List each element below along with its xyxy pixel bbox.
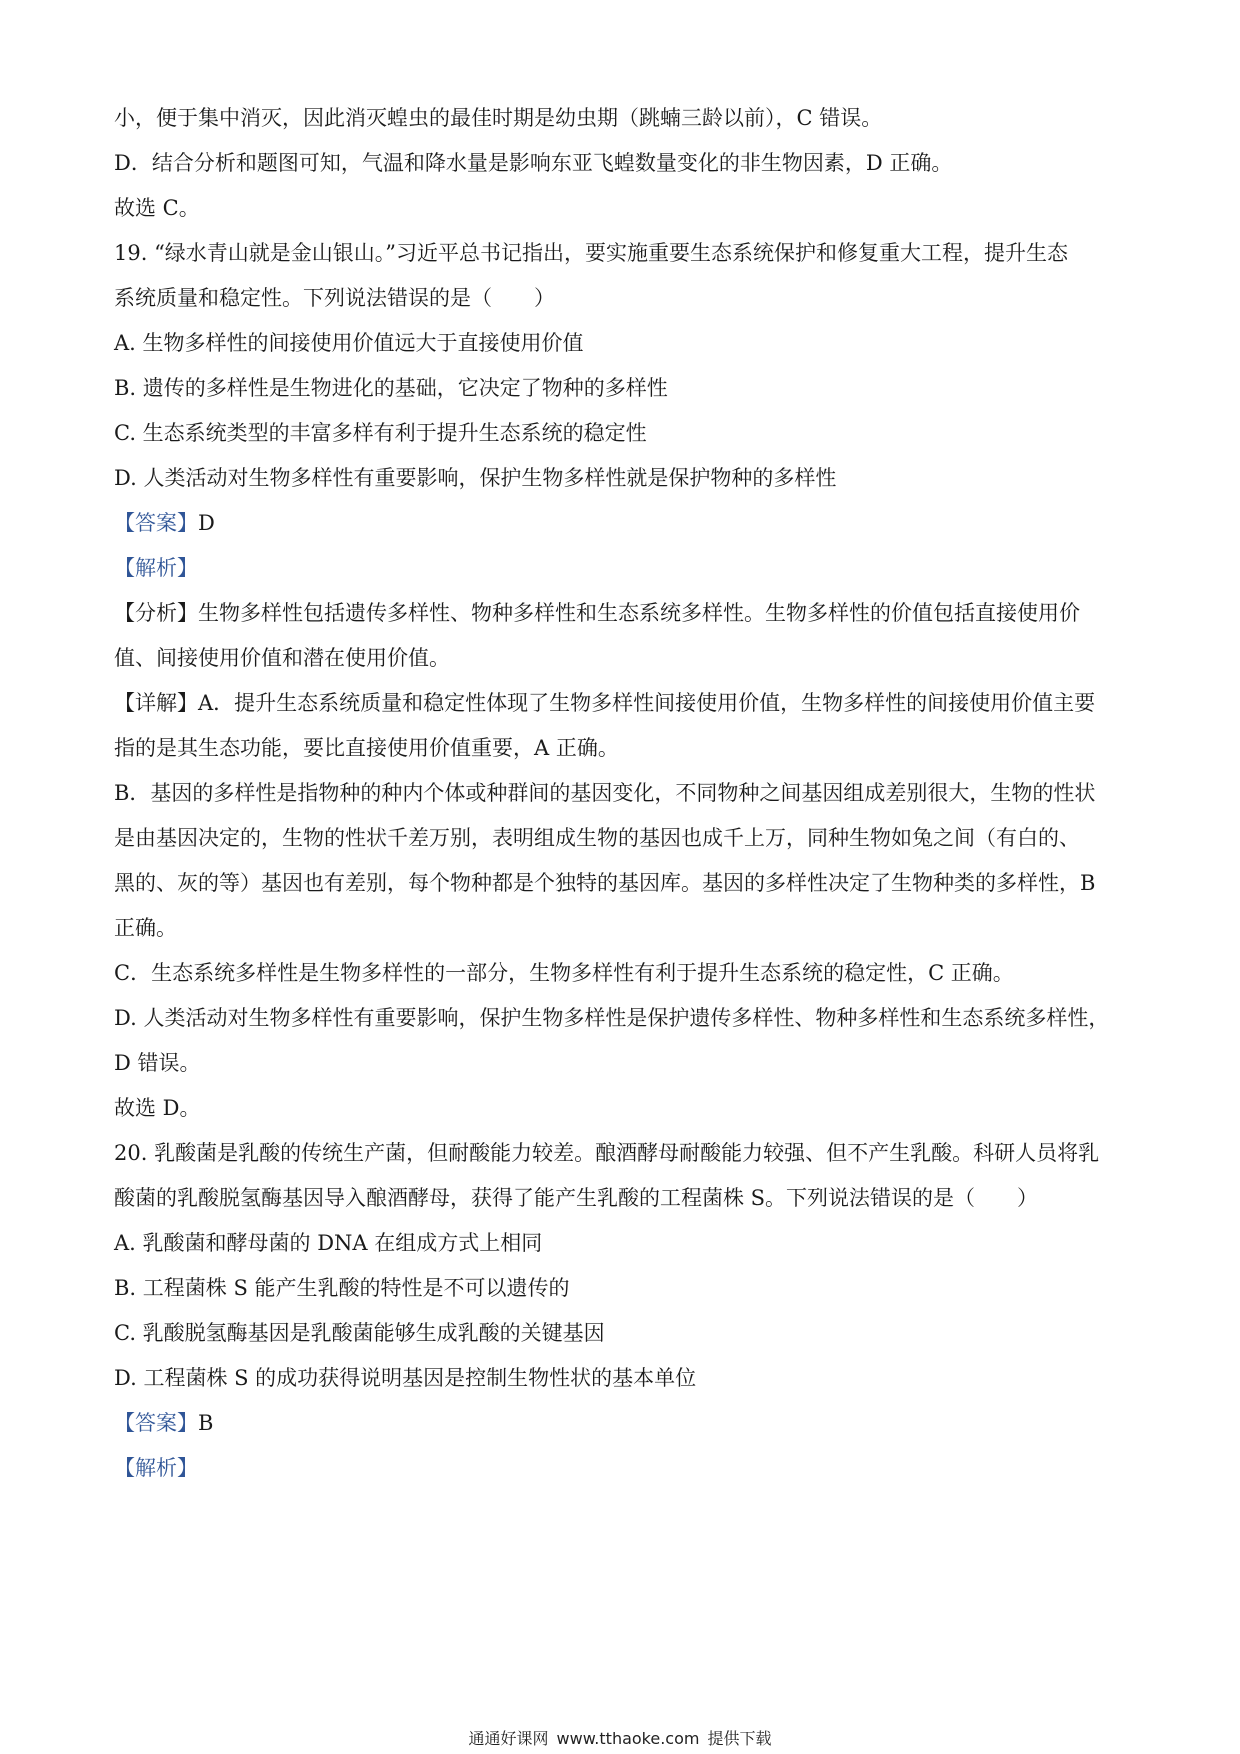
q19-answer [114,509,1134,537]
q19-detail-text: A．提升生态系统质量和稳定性体现了生物多样性间接使用价值，生物多样性的间接使用价值主要 [198,691,1096,715]
q19-fenxi-tag: 【分析】 [114,601,198,625]
page-footer [0,1729,1240,1749]
q20-answer-value: B [198,1411,214,1435]
q19-answer-tag: 【答案】 [114,511,198,535]
q19-conclusion: 故选 D。 [114,1096,201,1120]
q19-option-d: D. 人类活动对生物多样性有重要影响，保护生物多样性就是保护物种的多样性 [114,466,837,490]
q19-option-c: C. 生态系统类型的丰富多样有利于提升生态系统的稳定性 [114,421,647,445]
q20-stem-line-2: 酸菌的乳酸脱氢酶基因导入酿酒酵母，获得了能产生乳酸的工程菌株 S。下列说法错误的是（ ） [114,1186,1039,1210]
q20-stem-line-1: 20. 乳酸菌是乳酸的传统生产菌，但耐酸能力较差。酿酒酵母耐酸能力较强、但不产生乳酸。科研人员将乳 [114,1141,1100,1165]
q20-analysis-tag: 【解析】 [114,1456,198,1480]
q19-option-b: B. 遗传的多样性是生物进化的基础，它决定了物种的多样性 [114,376,668,400]
q19-fenxi-line-1 [114,599,1134,627]
q19-detail-line-6: 正确。 [114,916,177,940]
q19-detail-line-2: 指的是其生态功能，要比直接使用价值重要，A 正确。 [114,736,619,760]
q19-detail-line-4: 是由基因决定的，生物的性状千差万别，表明组成生物的基因也成千上万，同种生物如兔之间（有白的、 [114,826,1080,850]
continuation-conclusion: 故选 C。 [114,196,200,220]
footer-note: 提供下载 [707,1729,772,1748]
q20-answer [114,1409,1134,1437]
q20-option-c: C. 乳酸脱氢酶基因是乳酸菌能够生成乳酸的关键基因 [114,1321,605,1345]
q19-detail-line-5: 黑的、灰的等）基因也有差别，每个物种都是个独特的基因库。基因的多样性决定了生物种类的多样性，B [114,871,1096,895]
q19-analysis-heading [114,554,1134,582]
continuation-line-2: D．结合分析和题图可知，气温和降水量是影响东亚飞蝗数量变化的非生物因素，D 正确。 [114,151,953,175]
q19-fenxi-line-2: 值、间接使用价值和潜在使用价值。 [114,646,450,670]
q20-option-d: D. 工程菌株 S 的成功获得说明基因是控制生物性状的基本单位 [114,1366,697,1390]
q19-detail-line-8: D. 人类活动对生物多样性有重要影响，保护生物多样性是保护遗传多样性、物种多样性和生态系统多样性， [114,1006,1110,1030]
q19-xiangjie-tag: 【详解】 [114,691,198,715]
q19-fenxi-text: 生物多样性包括遗传多样性、物种多样性和生态系统多样性。生物多样性的价值包括直接使用价 [198,601,1080,625]
continuation-line-1: 小，便于集中消灭，因此消灭蝗虫的最佳时期是幼虫期（跳蝻三龄以前），C 错误。 [114,106,883,130]
q19-option-a: A. 生物多样性的间接使用价值远大于直接使用价值 [114,331,584,355]
q19-detail-line-3: B．基因的多样性是指物种的种内个体或种群间的基因变化，不同物种之间基因组成差别很大，生物的性状 [114,781,1096,805]
q19-stem-line-1: 19. “绿水青山就是金山银山。”习近平总书记指出，要实施重要生态系统保护和修复重大工程，提升生态 [114,241,1069,265]
footer-url: www.tthaoke.com [556,1729,700,1748]
q19-detail-line-1 [114,689,1134,717]
q19-analysis-tag: 【解析】 [114,556,198,580]
q20-analysis-heading [114,1454,1134,1482]
q20-option-b: B. 工程菌株 S 能产生乳酸的特性是不可以遗传的 [114,1276,570,1300]
q19-detail-line-7: C．生态系统多样性是生物多样性的一部分，生物多样性有利于提升生态系统的稳定性，C 正确。 [114,961,1014,985]
q19-detail-line-9: D 错误。 [114,1051,201,1075]
q20-option-a: A. 乳酸菌和酵母菌的 DNA 在组成方式上相同 [114,1231,543,1255]
q19-answer-value: D [198,511,215,535]
footer-site-name: 通通好课网 [468,1729,549,1748]
q20-answer-tag: 【答案】 [114,1411,198,1435]
q19-stem-line-2: 系统质量和稳定性。下列说法错误的是（ ） [114,286,555,310]
